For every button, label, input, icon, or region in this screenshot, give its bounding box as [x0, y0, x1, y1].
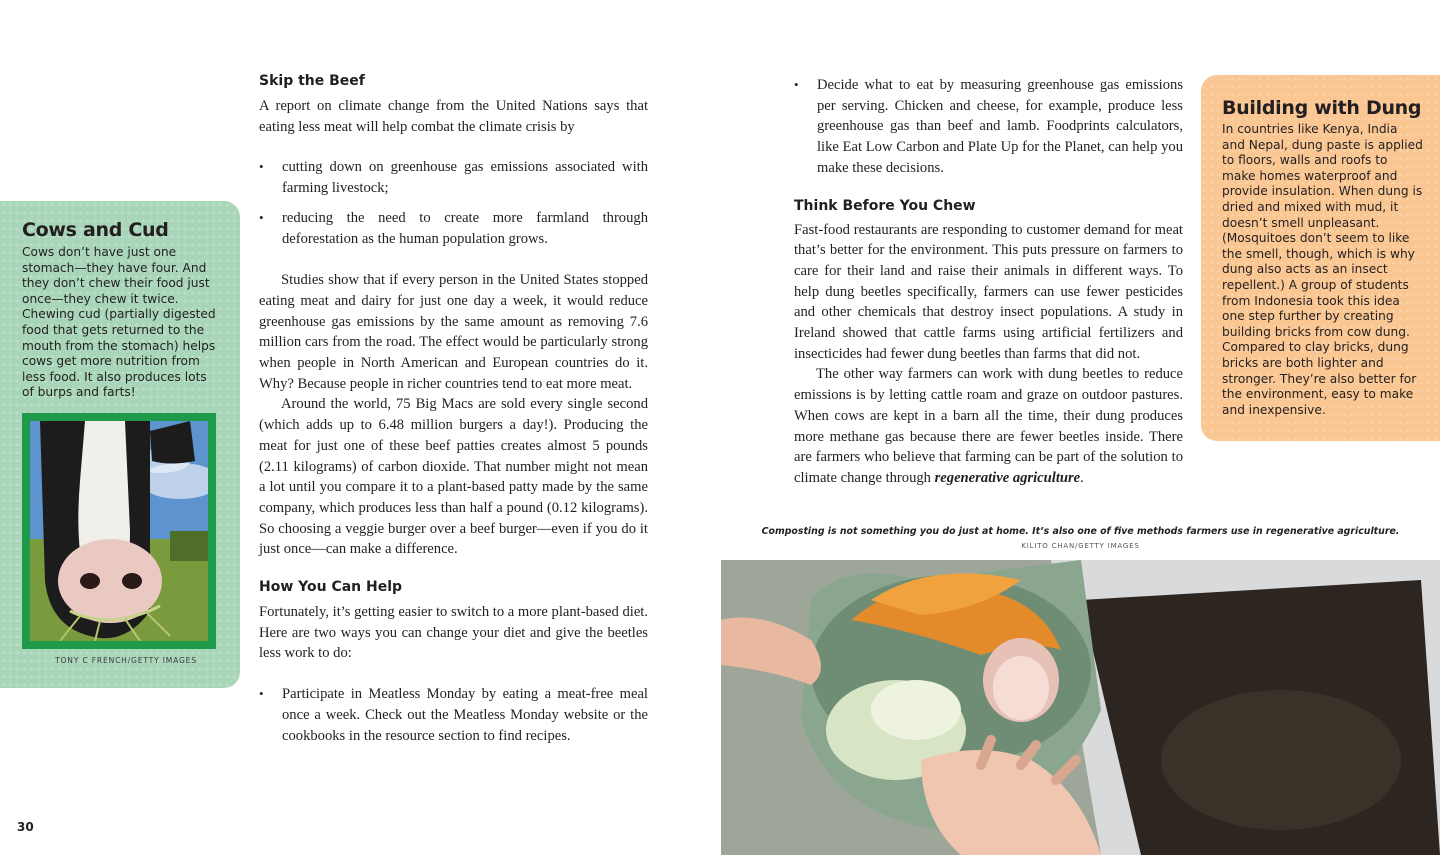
skip-beef-intro: A report on climate change from the United Nations says that eating less meat will help combat the climate crisis by [259, 98, 648, 135]
cows-photo-credit: TONY C FRENCH/GETTY IMAGES [55, 656, 197, 665]
compost-caption: Composting is not something you do just at home. It’s also one of five methods farmers use in regenerative agriculture. [761, 526, 1400, 537]
think-chew-paragraph-2-end: . [1080, 469, 1084, 486]
page-number: 30 [17, 820, 34, 834]
right-column [794, 75, 1183, 489]
skip-beef-paragraph-1: Studies show that if every person in the United States stopped eating meat and dairy for just one day a week, it would reduce greenhouse gas emissions by the same amount as removing 7.6 million cars from the road. The effect would be particularly strong when people in North American and European countries do it. Why? Because people in richer countries tend to eat more meat. [259, 272, 648, 392]
list-item: • reducing the need to create more farmland through deforestation as the human population grows. [237, 208, 648, 249]
how-help-bullets-continued [772, 75, 1183, 179]
list-item: • Participate in Meatless Monday by eating a meat-free meal once a week. Check out the Meatless Monday website or the cookbooks in the resource section to find recipes. [237, 684, 648, 746]
how-help-heading: How You Can Help [259, 579, 403, 596]
compost-illustration [721, 560, 1440, 855]
skip-beef-heading: Skip the Beef [259, 73, 365, 89]
skip-beef-paragraph-2: Around the world, 75 Big Macs are sold every single second (which adds up to 6.48 million burgers a day!). Producing the meat for just one of these beef patties creates almost 5 pounds (2.11 kilograms) of carbon dioxide. That number might not mean a lot until you compare it to a plant-based patty made by the same company, which produces less than half a pound (0.12 kilograms). So choosing a veggie burger over a beef burger—even if you do it just once—can make a difference. [259, 396, 648, 558]
cows-sidebar-title: Cows and Cud [22, 219, 169, 241]
regenerative-agriculture-term: regenerative agriculture [934, 469, 1081, 486]
left-column [259, 71, 648, 746]
dung-sidebar-title: Building with Dung [1222, 97, 1422, 119]
building-with-dung-sidebar [1201, 75, 1440, 441]
cows-sidebar-body: Cows don’t have just one stomach—they have four. And they don’t chew their food just once—they chew it twice. Chewing cud (partially digested food that gets returned to the mouth from the stomach) helps cows get more nutrition from less food. It also produces lots of burps and farts! [22, 245, 216, 400]
how-help-bullets [237, 684, 648, 746]
think-chew-paragraph-1: Fast-food restaurants are responding to customer demand for meat that’s better for the environment. This puts pressure on farmers to care for their land and raise their animals in different ways. To help dung beetles specifically, farmers can use fewer pesticides and other chemicals that destroy insect populations. A study in Ireland showed that cattle farms using artificial fertilizers and insecticides had fewer dung beetles than farms that did not. [794, 221, 1183, 362]
cow-photo [30, 421, 208, 641]
compost-photo-credit: KILITO CHAN/GETTY IMAGES [1021, 542, 1140, 550]
cow-photo-frame [22, 413, 216, 649]
list-item: • cutting down on greenhouse gas emissions associated with farming livestock; [237, 157, 648, 198]
think-chew-heading: Think Before You Chew [794, 197, 976, 214]
think-chew-paragraph-2 [794, 364, 1183, 488]
list-item: • Decide what to eat by measuring greenhouse gas emissions per serving. Chicken and cheese, for example, produce less greenhouse gas than beef and lamb. Foodprints calculators, like Eat Low Carbon and Plate Up for the Planet, can help you make these decisions. [772, 75, 1183, 179]
cow-illustration [30, 421, 208, 641]
dung-sidebar-body: In countries like Kenya, India and Nepal, dung paste is applied to floors, walls and roofs to make homes waterproof and provide insulation. When dung is dried and mixed with mud, it doesn’t smell unpleasant. (Mosquitoes don’t seem to like the smell, though, which is why dung also acts as an insect repellent.) A group of students from Indonesia took this idea one step further by creating building bricks from cow dung. Compared to clay bricks, dung bricks are both lighter and stronger. They’re also better for the environment, easy to make and inexpensive. [1222, 122, 1423, 417]
think-chew-paragraph-2-text: The other way farmers can work with dung beetles to reduce emissions is by letting cattle roam and graze on outdoor pastures. When cows are kept in a barn all the time, their dung produces more methane gas because there are fewer beetles inside. There are farmers who believe that farming can be part of the solution to climate change through [794, 366, 1183, 486]
skip-beef-bullets [237, 157, 648, 249]
compost-photo [721, 560, 1440, 855]
how-help-intro: Fortunately, it’s getting easier to switch to a more plant-based diet. Here are two ways you can change your diet and give the beetles less work to do: [259, 604, 648, 662]
